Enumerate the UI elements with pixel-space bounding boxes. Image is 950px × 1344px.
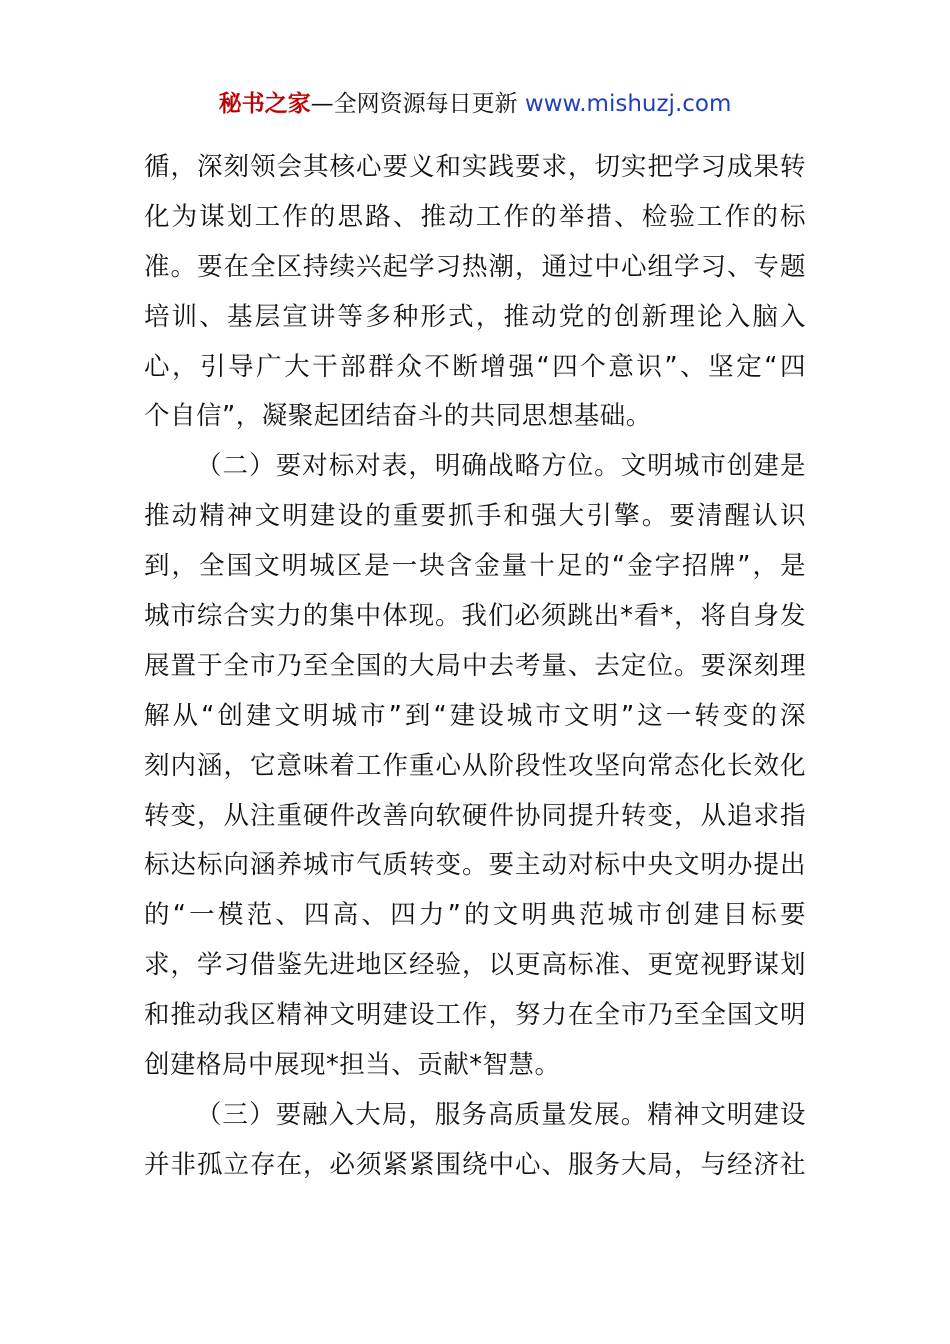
body-text-line: 准。要在全区持续兴起学习热潮，通过中心组学习、专题 xyxy=(144,251,806,282)
body-text-line: 的“一模范、四高、四力”的文明典范城市创建目标要 xyxy=(144,900,806,931)
body-text-line: 转变，从注重硬件改善向软硬件协同提升转变，从追求指 xyxy=(144,800,806,831)
header-tagline: —全网资源每日更新 xyxy=(310,91,525,117)
body-text-line: 到，全国文明城区是一块含金量十足的“金字招牌”，是 xyxy=(144,551,806,582)
body-text-line: 城市综合实力的集中体现。我们必须跳出*看*，将自身发 xyxy=(144,601,806,632)
body-text-line: 并非孤立存在，必须紧紧围绕中心、服务大局，与经济社 xyxy=(144,1149,806,1180)
body-text-line: 求，学习借鉴先进地区经验，以更高标准、更宽视野谋划 xyxy=(144,950,806,981)
body-text-line: 心，引导广大干部群众不断增强“四个意识”、坚定“四 xyxy=(144,351,806,382)
body-text-line: 创建格局中展现*担当、贡献*智慧。 xyxy=(144,1050,561,1081)
body-text-line: 化为谋划工作的思路、推动工作的举措、检验工作的标 xyxy=(144,201,806,232)
section-heading-line: （三）要融入大局，服务高质量发展。精神文明建设 xyxy=(196,1099,806,1130)
brand-name: 秘书之家 xyxy=(218,91,311,117)
body-text-line: 推动精神文明建设的重要抓手和强大引擎。要清醒认识 xyxy=(144,501,806,532)
body-text-line: 解从“创建文明城市”到“建设城市文明”这一转变的深 xyxy=(144,700,806,731)
document-header xyxy=(0,86,950,122)
body-text-line: 刻内涵，它意味着工作重心从阶段性攻坚向常态化长效化 xyxy=(144,750,806,781)
body-text-line: 个自信”，凝聚起团结奋斗的共同思想基础。 xyxy=(144,401,652,432)
body-text-line: 循，深刻领会其核心要义和实践要求，切实把学习成果转 xyxy=(144,152,806,182)
document-body xyxy=(144,143,806,1191)
site-url-link[interactable]: www.mishuzj.com xyxy=(524,91,732,117)
section-heading-line: （二）要对标对表，明确战略方位。文明城市创建是 xyxy=(196,451,806,482)
body-text-line: 培训、基层宣讲等多种形式，推动党的创新理论入脑入 xyxy=(144,301,806,332)
body-text-line: 和推动我区精神文明建设工作，努力在全市乃至全国文明 xyxy=(144,1000,806,1031)
body-text-line: 标达标向涵养城市气质转变。要主动对标中央文明办提出 xyxy=(144,850,806,881)
body-text-line: 展置于全市乃至全国的大局中去考量、去定位。要深刻理 xyxy=(144,650,806,681)
